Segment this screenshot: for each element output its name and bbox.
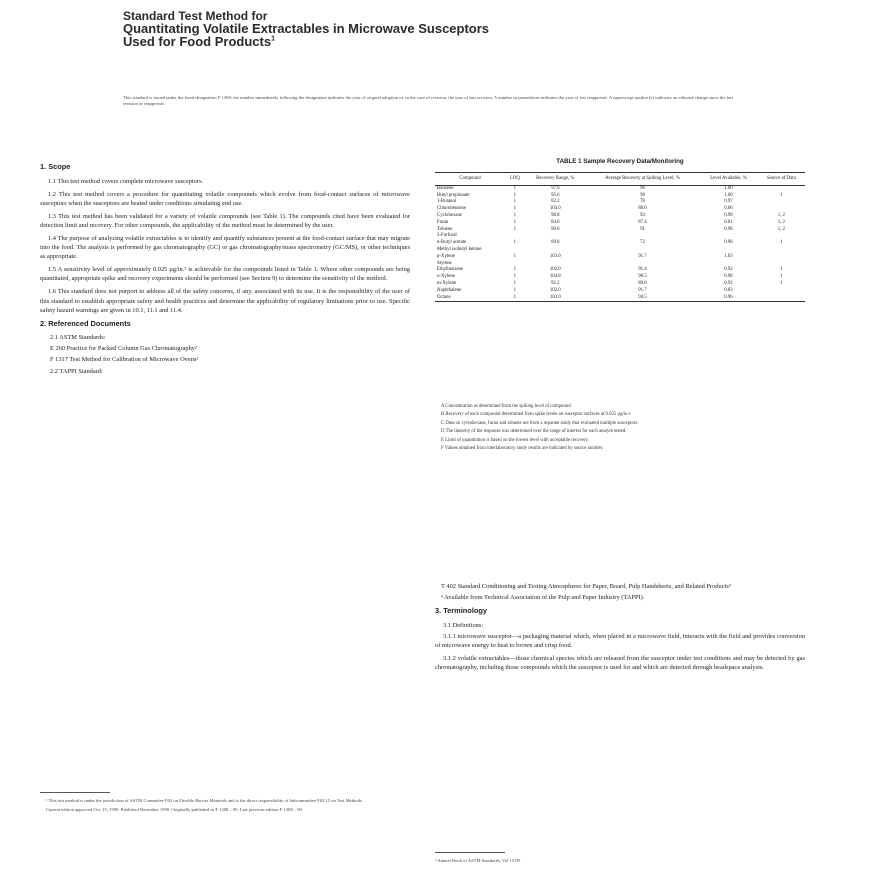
table-header-row [435, 173, 805, 186]
referenced-documents-heading: 2. Referenced Documents [40, 318, 131, 328]
table-cell: 98.8 [551, 212, 560, 218]
reference-item: E 260 Practice for Packed Column Gas Chromatography² [50, 345, 197, 353]
table-cell: 1 [780, 192, 783, 198]
table-cell: 0.92 [724, 280, 733, 286]
table-cell: 103.0 [549, 253, 561, 259]
table-cell: 103.0 [525, 295, 586, 302]
table-cell: 1, 2 [777, 226, 785, 232]
table-cell: 1 [513, 199, 517, 205]
left-column [40, 158, 410, 378]
table-cell: n-Butyl acetate [437, 240, 467, 246]
table-cell: 96 [640, 185, 645, 191]
table-row [435, 185, 805, 192]
table-cell: 102.0 [549, 267, 561, 273]
table-cell: 1 [513, 206, 517, 212]
scope-paragraph: 1.6 This standard does not purport to address all of the safety concerns, if any, associated with its use. It is the responsibility of the user of this standard to establish appropriate safety and health practices and determine the applicability of regulatory limitations prior to use. Specific safety hazard warnings are given in 10.1, 11.1 and 11.4. [40, 288, 410, 314]
reference-item: 2.2 TAPPI Standard: [50, 367, 103, 375]
definitions-subheading: 3.1 Definitions: [443, 621, 484, 629]
table-row [435, 206, 805, 213]
table-cell: m-Xylene [437, 280, 457, 286]
table-cell [758, 261, 805, 268]
footnotes [40, 798, 410, 816]
table-cell: Cyclohexane [437, 212, 463, 218]
table-cell [758, 247, 805, 254]
referenced-documents-list [40, 333, 410, 375]
table-note: B Recovery of each compound determined from spike levels on susceptor surfaces at 0.025 μg/in.². [441, 412, 632, 418]
table-cell: 1 [513, 192, 517, 198]
table-cell: 0.98 [724, 274, 733, 280]
table-cell: 84.6 [551, 219, 560, 225]
table-cell: 1 [513, 185, 517, 191]
table-cell: 78 [640, 199, 645, 205]
table-cell [758, 199, 805, 206]
table-row [435, 295, 805, 302]
title-block [123, 10, 743, 48]
additional-references [435, 582, 805, 602]
scope-paragraph: 1.2 This test method covers a procedure for quantitating volatile compounds which evolve from food-contact surfaces of microwave susceptors when the susceptors are heated under conditions simulating end use. [40, 190, 410, 207]
scope-heading: 1. Scope [40, 162, 71, 171]
title-line-1: Standard Test Method for [123, 9, 268, 23]
table-cell [586, 233, 700, 240]
scope-paragraph: 1.4 The purpose of analyzing volatile extractables is to identify and quantify substances present at the food-contact surface that may migrate into the food. The analysis is performed by gas chromatography (GC) or gas chromatography/mass spectrometry (GC/MS), or other techniques as appropriate. [40, 234, 410, 261]
table-row [435, 267, 805, 274]
table-cell: 93 [640, 212, 645, 218]
table-cell: 1.00 [724, 192, 733, 198]
title-line-2: Quantitating Volatile Extractables in Microwave Susceptors [123, 21, 490, 36]
scope-paragraph: 1.1 This test method covers complete microwave susceptors. [48, 177, 204, 185]
footnote: ¹ This test method is under the jurisdiction of ASTM Committee F02 on Flexible Barrier Materials and is the direct responsibility of Subcommittee F02.15 on Test Methods. [46, 798, 363, 803]
table-cell [758, 288, 805, 295]
table-row [435, 233, 805, 240]
table-cell: 1 [780, 280, 783, 286]
reference-item: T 402 Standard Conditioning and Testing Atmospheres for Paper, Board, Pulp Handsheets, and Related Products³ [441, 583, 731, 590]
table-cell [505, 233, 525, 240]
table-note: A Concentration as determined from the spiking level of compound. [441, 404, 572, 409]
table-cell: Benzene [437, 185, 454, 191]
table-cell: 1 [513, 267, 517, 273]
table-cell: 2-Furfural [437, 233, 457, 239]
table-cell: 1 [513, 240, 517, 246]
terminology-paragraph: 3.1.1 microwave susceptor—a packaging material which, when placed in a microwave field, interacts with the field and provides conversion of microwave energy to heat to brown and crisp food. [435, 632, 805, 649]
table-row [435, 227, 805, 234]
footnote-rule [40, 792, 110, 793]
table-cell: 102.0 [549, 287, 561, 293]
footnote: Current edition approved Oct. 15, 1990. Published December 1990. Originally published as F 1308 – 90. Last previous edition F 1308 – 90. [46, 807, 303, 813]
table-cell [505, 261, 525, 268]
table-note: E Limit of quantitation is based on the lowest level with acceptable recovery. [441, 437, 589, 443]
table-row [435, 240, 805, 247]
table-row [435, 261, 805, 268]
table-cell: 0.96 [724, 240, 733, 246]
scope-paragraph: 1.3 This test method has been validated for a variety of volatile compounds (see Table 1). The compounds cited have been evaluated for detection limit and recovery. For other compounds, the applicability of the method must be determined by the user. [40, 212, 410, 229]
table-cell: 1 [780, 240, 783, 246]
table-cell: 104.8 [549, 274, 561, 280]
right-column [435, 582, 805, 676]
table-cell: 90.5 [638, 274, 647, 280]
table-cell: 1 [505, 295, 525, 302]
table-row [435, 288, 805, 295]
table-cell: 103.0 [549, 206, 561, 212]
table-cell: 0.98 [724, 226, 733, 232]
table-cell: 95.6 [551, 192, 560, 198]
table-cell: 1 [513, 212, 517, 218]
table-cell: 1, 2 [777, 212, 785, 218]
table-cell: 89.8 [638, 280, 647, 286]
title-footnote-mark: 1 [271, 35, 275, 43]
column-header: Recovery Range, % [525, 173, 586, 186]
table-cell: 88.6 [638, 206, 647, 212]
table-body [435, 185, 805, 302]
table-cell [758, 233, 805, 240]
column-header: LOQ [505, 173, 525, 186]
recovery-table [435, 172, 805, 302]
table-cell: Chlorobenzene [437, 206, 467, 212]
table-cell [758, 206, 805, 213]
table-cell: 1 [513, 287, 517, 293]
table-cell: 1 [513, 226, 517, 232]
title-line-3-text: Used for Food Products [123, 34, 272, 49]
table-cell: 1, 2 [777, 219, 785, 225]
designation-note: This standard is issued under the fixed designation F 1308; the number immediately following the designation indicates the year of original adoption or, in the case of revision, the year of last revision. A number in parentheses indicates the year of last reapproval. A superscript epsilon (ε) indicates an editorial change since the last revision or reapproval. [123, 95, 733, 106]
column-header: Source of Data [758, 173, 805, 186]
table-cell: 1-Butanol [437, 199, 457, 205]
table-cell: 0.97 [724, 199, 733, 205]
table-cell: Butyl propionate [437, 192, 470, 198]
table-row [435, 220, 805, 227]
table-cell: 97.6 [551, 185, 560, 191]
table-row [435, 281, 805, 288]
table-cell [586, 261, 700, 268]
reference-item: F 1317 Test Method for Calibration of Microwave Ovens² [50, 356, 199, 364]
table-note: F Values obtained from interlaboratory study results are indicated by source number. [441, 446, 604, 452]
table-cell [758, 185, 805, 192]
table-row [435, 193, 805, 200]
table-cell [758, 295, 805, 302]
reference-item: ³ Available from Technical Association of the Pulp and Paper Industry (TAPPI). [441, 594, 645, 602]
terminology-paragraph: 3.1.2 volatile extractables—those chemical species which are released from the susceptor under test conditions and may be detected by gas chromatography, including those compounds which the susceptor is used for and which are detected through headspace analysis. [435, 654, 805, 672]
table-cell: 0.66 [724, 206, 733, 212]
table-cell: 0.96 [699, 295, 757, 302]
table-cell: 0.92 [724, 267, 733, 273]
table-note: D The linearity of the response was determined over the range of interest for each analyte tested. [441, 429, 627, 435]
table-cell: 1 [513, 219, 517, 225]
footnote-rule [435, 852, 505, 853]
table-cell [525, 247, 586, 254]
table-cell: 89.8 [551, 240, 560, 246]
table-cell: 1 [780, 274, 783, 280]
table-cell [586, 247, 700, 254]
table-cell: 1 [780, 267, 783, 273]
title-line-3 [123, 35, 743, 48]
table-cell: 0.98 [724, 212, 733, 218]
table-cell: 91.7 [638, 287, 647, 293]
table-row [435, 199, 805, 206]
table-cell: 1.03 [724, 253, 733, 259]
table-cell: 91.4 [638, 267, 647, 273]
table-note: C Data on cyclohexane, furan and toluene are from a separate study that evaluated multiple susceptors. [441, 420, 639, 426]
table-cell [699, 261, 757, 268]
table-cell: o-Xylene [437, 274, 455, 280]
right-footnote: ² Annual Book of ASTM Standards, Vol 15.09. [435, 858, 521, 863]
terminology-heading: 3. Terminology [435, 606, 488, 616]
table-notes [435, 404, 805, 455]
table-cell: 91.7 [638, 253, 647, 259]
table-cell: 94.5 [586, 295, 700, 302]
table-cell: Ethylbenzene [437, 267, 464, 273]
table-cell: 1 [513, 280, 517, 286]
table-cell [525, 261, 586, 268]
table-cell: Toluene [437, 226, 453, 232]
table-row [435, 213, 805, 220]
table-cell: 91 [640, 226, 645, 232]
reference-item: 2.1 ASTM Standards: [50, 334, 106, 342]
table-cell: 72 [640, 240, 645, 246]
table-cell [505, 247, 525, 254]
column-header: Average Recovery at Spiking Level, % [586, 173, 700, 186]
table-cell: 87.4 [638, 219, 647, 225]
table-cell: 99.6 [551, 226, 560, 232]
table-cell: p-Xylene [437, 253, 455, 259]
table-cell: Octane [435, 295, 505, 302]
table-cell: Naphthalene [437, 287, 462, 293]
table-cell: 0.83 [724, 287, 733, 293]
table-cell [699, 247, 757, 254]
table-cell: 1 [513, 253, 517, 259]
table-title: TABLE 1 Sample Recovery Data/Monitoring [556, 158, 684, 165]
table-cell: 82.2 [551, 199, 560, 205]
table-cell [758, 254, 805, 261]
table-row [435, 247, 805, 254]
table-cell: 1 [513, 274, 517, 280]
column-header: Compound [435, 173, 505, 186]
table-cell: Furan [437, 219, 449, 225]
table-cell: Methyl isobutyl ketone [437, 246, 482, 252]
table-row [435, 254, 805, 261]
table-cell [699, 233, 757, 240]
column-header: Level Available, % [699, 173, 757, 186]
table-cell: 98 [640, 192, 645, 198]
table-cell: 0.81 [724, 219, 733, 225]
table-cell: Styrene [437, 260, 452, 266]
scope-paragraph: 1.5 A sensitivity level of approximately 0.025 μg/in.² is achievable for the compounds listed in Table 1. Where other compounds are being quantitated, appropriate spike and recovery experiments should be performed (see Section 9) to determine the sensitivity of the method. [40, 266, 410, 283]
table-cell: 1.00 [724, 185, 733, 191]
table-cell: 92.2 [551, 280, 560, 286]
table-cell [525, 233, 586, 240]
table-row [435, 274, 805, 281]
